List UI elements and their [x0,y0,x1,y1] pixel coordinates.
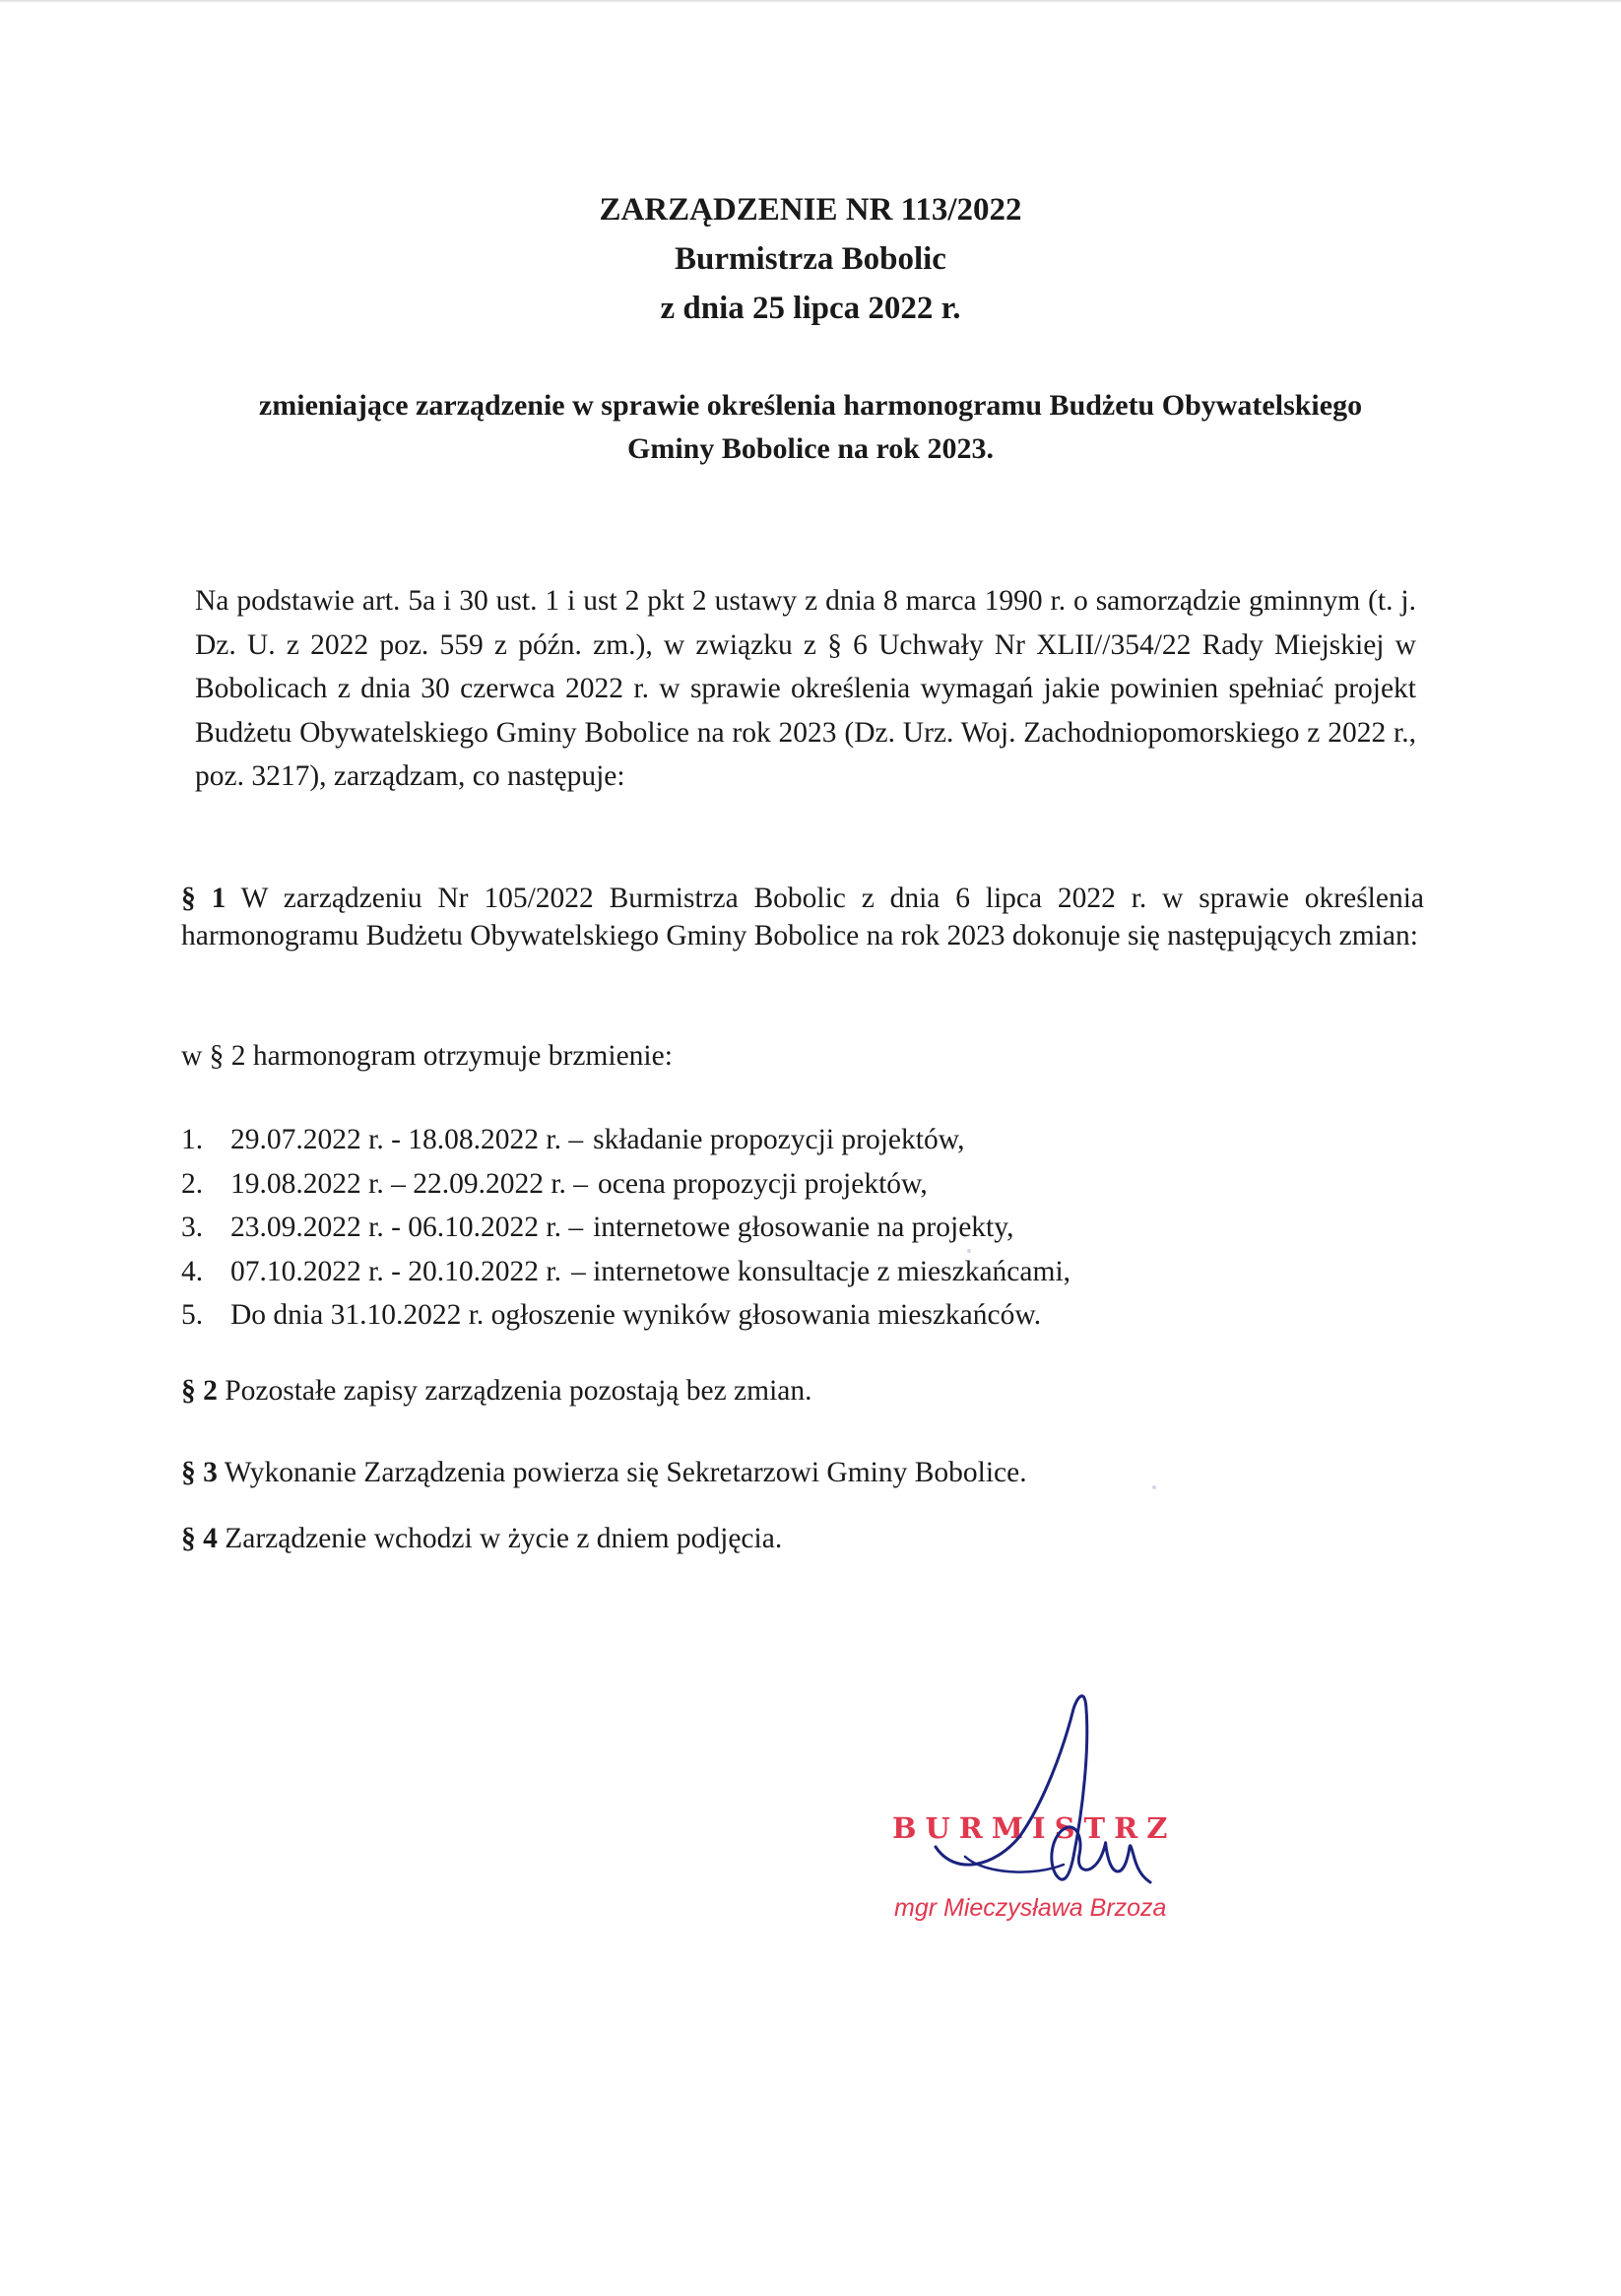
stamp-name: mgr Mieczysława Brzoza [894,1894,1167,1922]
scan-speck [1152,1485,1156,1489]
list-item [181,1250,1424,1294]
subject-line-1: zmieniające zarządzenie w sprawie określenia harmonogramu Budżetu Obywatelskiego [258,389,1363,422]
section-4-text: Zarządzenie wchodzi w życie z dniem podjęcia. [225,1523,783,1554]
list-item [181,1118,1424,1162]
section-1 [181,880,1424,954]
list-item-number: 4. [181,1255,204,1287]
list-item-number: 5. [181,1299,204,1331]
list-item-description: składanie propozycji projektów, [593,1124,965,1155]
scan-speck [967,1249,971,1253]
handwritten-signature [926,1689,1152,1906]
stamp-title: BURMISTRZ [892,1811,1177,1845]
section-3-text: Wykonanie Zarządzenia powierza się Sekretarzowi Gminy Bobolice. [224,1457,1027,1488]
schedule-list [181,1118,1424,1338]
section-3-mark: § 3 [181,1457,218,1488]
section-2-mark: § 2 [181,1375,218,1407]
list-item-dates: 07.10.2022 r. - 20.10.2022 r. [230,1255,561,1287]
list-item-description: – internetowe konsultacje z mieszkańcami, [570,1255,1071,1287]
list-item [181,1162,1424,1207]
section-4 [181,1520,1424,1557]
list-item [181,1293,1424,1338]
list-item-number: 2. [181,1167,204,1200]
subject-line-2: Gminy Bobolice na rok 2023. [627,432,994,465]
issue-date: z dnia 25 lipca 2022 r. [660,291,961,326]
list-item-dates: 29.07.2022 r. - 18.08.2022 r. – [230,1124,584,1155]
scan-edge [0,0,1621,3]
list-item-description: internetowe głosowanie na projekty, [593,1212,1014,1243]
section-2 [181,1372,1424,1410]
list-item-dates: Do dnia 31.10.2022 r. ogłoszenie wyników głosowania mieszkańców. [230,1299,1042,1331]
signature-block [886,1689,1221,1935]
issuer: Burmistrza Bobolic [675,241,946,277]
signature-stroke [936,1696,1150,1882]
list-item [181,1206,1424,1250]
section-4-mark: § 4 [181,1523,218,1554]
list-item-number: 1. [181,1124,204,1155]
list-item-dates: 19.08.2022 r. – 22.09.2022 r. – [230,1167,589,1200]
section-1-text: W zarządzeniu Nr 105/2022 Burmistrza Bobolic z dnia 6 lipca 2022 r. w sprawie określenia harmonogramu Budżetu Obywatelskiego Gminy Bobolice na rok 2023 dokonuje się następujących zmian: [181,883,1425,951]
section-3 [181,1454,1424,1491]
list-item-number: 3. [181,1212,204,1243]
legal-basis-paragraph: Na podstawie art. 5a i 30 ust. 1 i ust 2 pkt 2 ustawy z dnia 8 marca 1990 r. o samorządzie gminnym (t. j. Dz. U. z 2022 poz. 559 z późn. zm.), w związku z § 6 Uchwały Nr XLII//354/22 Rady Miejskiej w Bobolicach z dnia 30 czerwca 2022 r. w sprawie określenia wymagań jakie powinien spełniać projekt Budżetu Obywatelskiego Gminy Bobolice na rok 2023 (Dz. Urz. Woj. Zachodniopomorskiego z 2022 r., poz. 3217), zarządzam, co następuje: [195,585,1416,792]
document-subject [148,384,1473,471]
list-item-description: ocena propozycji projektów, [598,1167,928,1200]
list-item-dates: 23.09.2022 r. - 06.10.2022 r. – [230,1212,584,1243]
section-2-text: Pozostałe zapisy zarządzenia pozostają bez zmian. [225,1375,812,1407]
ordinance-number: ZARZĄDZENIE NR 113/2022 [599,192,1022,228]
schedule-intro: w § 2 harmonogram otrzymuje brzmienie: [181,1040,673,1072]
section-1-mark: § 1 [181,883,227,914]
signature-stroke [965,1857,1064,1872]
document-header [0,185,1621,333]
